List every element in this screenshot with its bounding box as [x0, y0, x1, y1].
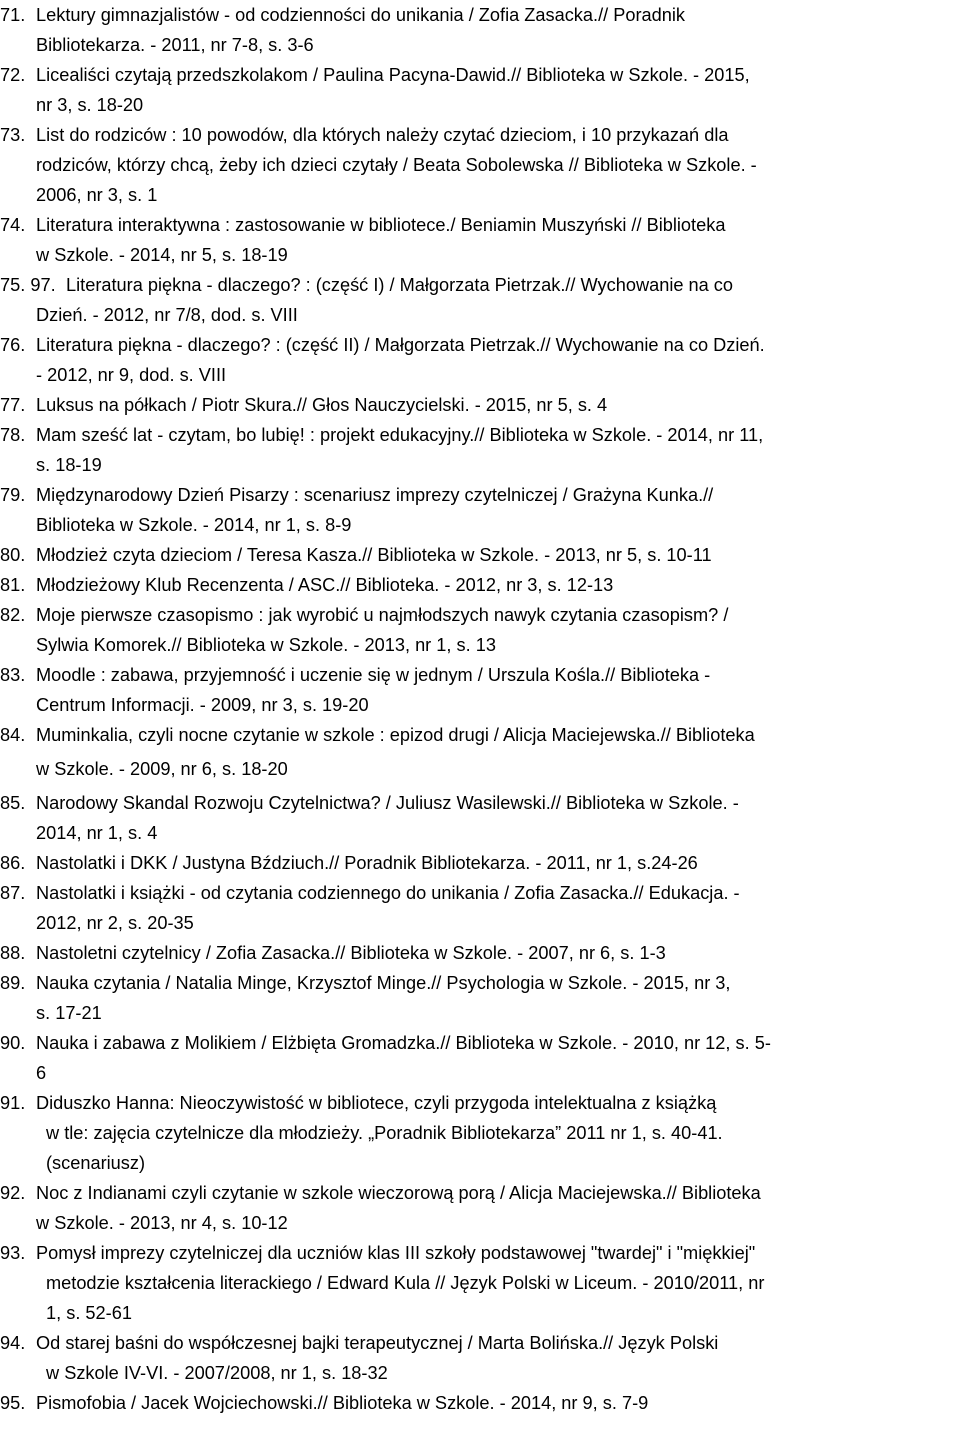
entry-number: 87. [0, 883, 26, 903]
entry-line: Centrum Informacji. - 2009, nr 3, s. 19-20 [36, 695, 369, 715]
entry-text [36, 330, 954, 390]
entry-line: Międzynarodowy Dzień Pisarzy : scenariusz imprezy czytelniczej / Grażyna Kunka.// [36, 485, 714, 505]
entry-number: 93. [0, 1243, 26, 1263]
entry-line: s. 18-19 [36, 455, 102, 475]
entry-text [36, 1238, 954, 1328]
entry-line: Młodzież czyta dzieciom / Teresa Kasza.// Biblioteka w Szkole. - 2013, nr 5, s. 10-11 [36, 545, 712, 565]
entry-number: 81. [0, 575, 26, 595]
list-item [0, 420, 960, 480]
entry-line: Diduszko Hanna: Nieoczywistość w bibliotece, czyli przygoda intelektualna z książką [36, 1093, 717, 1113]
entry-number: 76. [0, 335, 26, 355]
entry-line: Narodowy Skandal Rozwoju Czytelnictwa? / Juliusz Wasilewski.// Biblioteka w Szkole. - [36, 793, 739, 813]
entry-text [36, 1028, 954, 1088]
entry-number: 78. [0, 425, 26, 445]
entry-line: Moje pierwsze czasopismo : jak wyrobić u najmłodszych nawyk czytania czasopism? / [36, 605, 729, 625]
entry-line: Muminkalia, czyli nocne czytanie w szkole : epizod drugi / Alicja Maciejewska.// Biblioteka [36, 725, 755, 745]
entry-text [36, 968, 954, 1028]
list-item [0, 660, 960, 720]
entry-number: 79. [0, 485, 26, 505]
entry-line: Nastolatki i książki - od czytania codziennego do unikania / Zofia Zasacka.// Edukacja. - [36, 883, 740, 903]
list-item [0, 600, 960, 660]
list-item [0, 720, 960, 784]
entry-line: - 2012, nr 9, dod. s. VIII [36, 365, 227, 385]
entry-line: Moodle : zabawa, przyjemność i uczenie się w jednym / Urszula Kośla.// Biblioteka - [36, 665, 711, 685]
entry-number: 91. [0, 1093, 26, 1113]
entry-line: Pismofobia / Jacek Wojciechowski.// Biblioteka w Szkole. - 2014, nr 9, s. 7-9 [36, 1393, 649, 1413]
list-item [0, 390, 960, 420]
entry-line: 1, s. 52-61 [46, 1303, 132, 1323]
list-item [0, 878, 960, 938]
entry-line: Nastoletni czytelnicy / Zofia Zasacka.// Biblioteka w Szkole. - 2007, nr 6, s. 1-3 [36, 943, 666, 963]
list-item [0, 938, 960, 968]
list-item [0, 60, 960, 120]
entry-text [36, 1178, 954, 1238]
entry-text [36, 270, 954, 330]
list-item [0, 570, 960, 600]
entry-number: 73. [0, 125, 26, 145]
list-item [0, 848, 960, 878]
list-item [0, 1028, 960, 1088]
entry-number: 88. [0, 943, 26, 963]
entry-text [36, 60, 954, 120]
entry-line: Licealiści czytają przedszkolakom / Paulina Pacyna-Dawid.// Biblioteka w Szkole. - 2015, [36, 65, 750, 85]
entry-text [36, 570, 954, 600]
entry-text [36, 1088, 954, 1178]
list-item [0, 540, 960, 570]
entry-line: Lektury gimnazjalistów - od codzienności do unikania / Zofia Zasacka.// Poradnik [36, 5, 686, 25]
entry-line: Pomysł imprezy czytelniczej dla uczniów klas III szkoły podstawowej "twardej" i "miękkiej" [36, 1243, 756, 1263]
entry-line: Literatura interaktywna : zastosowanie w bibliotece./ Beniamin Muszyński // Biblioteka [36, 215, 726, 235]
entry-line: Dzień. - 2012, nr 7/8, dod. s. VIII [36, 305, 298, 325]
entry-line: Sylwia Komorek.// Biblioteka w Szkole. - 2013, nr 1, s. 13 [36, 635, 496, 655]
entry-line: 6 [36, 1063, 47, 1083]
entry-text [36, 600, 954, 660]
entry-line: Bibliotekarza. - 2011, nr 7-8, s. 3-6 [36, 35, 314, 55]
list-item [0, 788, 960, 848]
entry-line: 2006, nr 3, s. 1 [36, 185, 158, 205]
entry-line: Mam sześć lat - czytam, bo lubię! : projekt edukacyjny.// Biblioteka w Szkole. - 2014, nr 11, [36, 425, 764, 445]
entry-text [36, 420, 954, 480]
entry-line: Od starej baśni do współczesnej bajki terapeutycznej / Marta Bolińska.// Język Polski [36, 1333, 719, 1353]
entry-number: 84. [0, 725, 26, 745]
entry-line: Noc z Indianami czyli czytanie w szkole wieczorową porą / Alicja Maciejewska.// Biblioteka [36, 1183, 761, 1203]
list-item [0, 1238, 960, 1328]
entry-text [36, 660, 954, 720]
entry-line: Nauka czytania / Natalia Minge, Krzysztof Minge.// Psychologia w Szkole. - 2015, nr 3, [36, 973, 731, 993]
entry-text [36, 720, 954, 784]
entry-number: 86. [0, 853, 26, 873]
entry-number: 85. [0, 793, 26, 813]
entry-text [36, 1388, 954, 1418]
list-item [0, 1388, 960, 1418]
entry-line: Literatura piękna - dlaczego? : (część I) / Małgorzata Pietrzak.// Wychowanie na co [66, 275, 734, 295]
entry-number: 71. [0, 5, 26, 25]
entry-text [36, 878, 954, 938]
entry-number: 89. [0, 973, 26, 993]
entry-line: nr 3, s. 18-20 [36, 95, 144, 115]
entry-text [36, 848, 954, 878]
entry-line: metodzie kształcenia literackiego / Edward Kula // Język Polski w Liceum. - 2010/2011, nr [46, 1273, 765, 1293]
entry-line: Biblioteka w Szkole. - 2014, nr 1, s. 8-9 [36, 515, 352, 535]
list-item [0, 480, 960, 540]
entry-number: 83. [0, 665, 26, 685]
entry-number: 77. [0, 395, 26, 415]
entry-number: 94. [0, 1333, 26, 1353]
entry-line: 2012, nr 2, s. 20-35 [36, 913, 194, 933]
entry-number: 92. [0, 1183, 26, 1203]
list-item [0, 210, 960, 270]
entry-text [36, 120, 954, 210]
list-item [0, 0, 960, 60]
entry-line: Nastolatki i DKK / Justyna Bździuch.// Poradnik Bibliotekarza. - 2011, nr 1, s.24-26 [36, 853, 698, 873]
list-item [0, 330, 960, 390]
list-item [0, 1178, 960, 1238]
entry-number: 80. [0, 545, 26, 565]
entry-line: Literatura piękna - dlaczego? : (część II) / Małgorzata Pietrzak.// Wychowanie na co Dzień. [36, 335, 765, 355]
entry-line: w Szkole. - 2009, nr 6, s. 18-20 [36, 759, 288, 779]
entry-line: w Szkole IV-VI. - 2007/2008, nr 1, s. 18-32 [46, 1363, 388, 1383]
entry-line: Nauka i zabawa z Molikiem / Elżbięta Gromadzka.// Biblioteka w Szkole. - 2010, nr 12, s. 5- [36, 1033, 771, 1053]
entry-number: 75. 97. [0, 275, 56, 295]
entry-text [36, 938, 954, 968]
entry-line: Luksus na półkach / Piotr Skura.// Głos Nauczycielski. - 2015, nr 5, s. 4 [36, 395, 608, 415]
entry-line: s. 17-21 [36, 1003, 102, 1023]
entry-line: w Szkole. - 2013, nr 4, s. 10-12 [36, 1213, 288, 1233]
entry-line: (scenariusz) [46, 1153, 146, 1173]
entry-number: 90. [0, 1033, 26, 1053]
entry-text [36, 788, 954, 848]
entry-number: 74. [0, 215, 26, 235]
entry-text [36, 540, 954, 570]
entry-line: 2014, nr 1, s. 4 [36, 823, 158, 843]
entry-text [36, 480, 954, 540]
entry-number: 82. [0, 605, 26, 625]
entry-text [36, 0, 954, 60]
entry-line: Młodzieżowy Klub Recenzenta / ASC.// Biblioteka. - 2012, nr 3, s. 12-13 [36, 575, 614, 595]
list-item [0, 968, 960, 1028]
entry-line: w Szkole. - 2014, nr 5, s. 18-19 [36, 245, 288, 265]
list-item [0, 270, 960, 330]
entry-number: 95. [0, 1393, 26, 1413]
entry-line: w tle: zajęcia czytelnicze dla młodzieży. „Poradnik Bibliotekarza” 2011 nr 1, s. 40-41. [46, 1123, 723, 1143]
entry-line: List do rodziców : 10 powodów, dla których należy czytać dzieciom, i 10 przykazań dla [36, 125, 729, 145]
list-item [0, 1088, 960, 1178]
entry-text [36, 390, 954, 420]
entry-text [36, 1328, 954, 1388]
entry-number: 72. [0, 65, 26, 85]
list-item [0, 1328, 960, 1388]
list-item [0, 120, 960, 210]
entry-text [36, 210, 954, 270]
entry-line: rodziców, którzy chcą, żeby ich dzieci czytały / Beata Sobolewska // Biblioteka w Szkole. - [36, 155, 757, 175]
